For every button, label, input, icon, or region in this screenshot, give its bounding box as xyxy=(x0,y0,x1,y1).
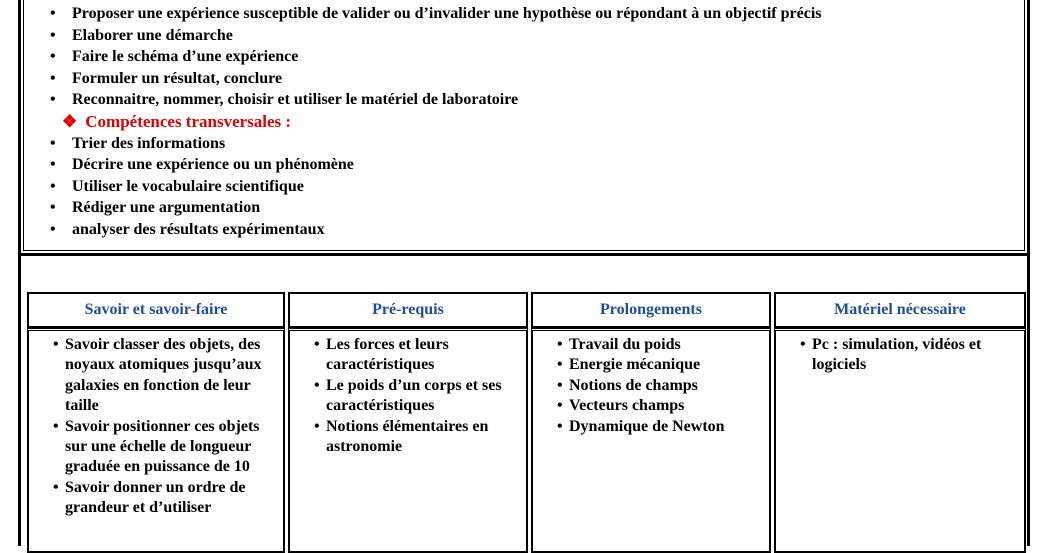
list-item: • Trier des informations xyxy=(50,133,822,155)
cell-savoir xyxy=(27,328,285,553)
list-item: • Savoir donner un ordre de grandeur et d’utiliser xyxy=(29,478,279,519)
list-item: • Savoir positionner ces objets sur une échelle de longueur graduée en puissance de 10 xyxy=(29,417,279,478)
list-item: • Energie mécanique xyxy=(533,355,765,375)
list-item: • Pc : simulation, vidéos et logiciels xyxy=(776,335,1020,376)
header-savoir: Savoir et savoir-faire xyxy=(27,292,285,328)
list-item: • Travail du poids xyxy=(533,335,765,355)
table-row xyxy=(27,328,1026,553)
cell-prolongements xyxy=(531,328,771,553)
list-item: • Formuler un résultat, conclure xyxy=(50,68,822,90)
list-item: • Reconnaitre, nommer, choisir et utiliser le matériel de laboratoire xyxy=(50,89,822,111)
list-item: • Proposer une expérience susceptible de valider ou d’invalider une hypothèse ou répondant à un objectif précis xyxy=(50,3,822,25)
section-heading-label: Compétences transversales : xyxy=(85,111,292,131)
list-item: • Elaborer une démarche xyxy=(50,25,822,47)
list-item: • Le poids d’un corps et ses caractéristiques xyxy=(290,376,522,417)
list-item: • Décrire une expérience ou un phénomène xyxy=(50,154,822,176)
list-item: • Vecteurs champs xyxy=(533,396,765,416)
curriculum-table xyxy=(24,292,1029,553)
list-item: • Rédiger une argumentation xyxy=(50,197,822,219)
table-header-row xyxy=(27,292,1026,328)
list-item: • Les forces et leurs caractéristiques xyxy=(290,335,522,376)
list-item: • analyser des résultats expérimentaux xyxy=(50,219,822,241)
cell-materiel xyxy=(774,328,1026,553)
list-item: • Faire le schéma d’une expérience xyxy=(50,46,822,68)
diamond-bullet-icon: ❖ xyxy=(62,111,78,131)
list-item: • Notions de champs xyxy=(533,376,765,396)
list-item: • Savoir classer des objets, des noyaux atomiques jusqu’aux galaxies en fonction de leur taille xyxy=(29,335,279,417)
header-materiel: Matériel nécessaire xyxy=(774,292,1026,328)
section-heading xyxy=(50,111,822,133)
cell-prerequis xyxy=(288,328,528,553)
competences-list xyxy=(50,3,822,241)
list-item: • Utiliser le vocabulaire scientifique xyxy=(50,176,822,198)
list-item: • Dynamique de Newton xyxy=(533,417,765,437)
header-prerequis: Pré-requis xyxy=(288,292,528,328)
header-prolongements: Prolongements xyxy=(531,292,771,328)
list-item: • Notions élémentaires en astronomie xyxy=(290,417,522,458)
